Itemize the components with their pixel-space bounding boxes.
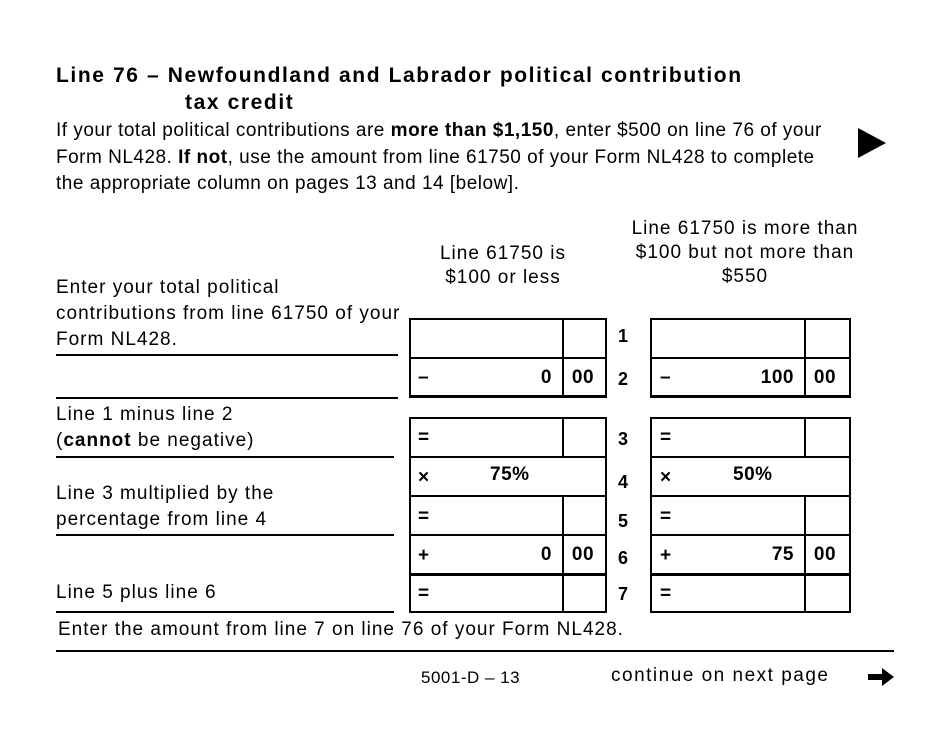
cents-divider [804, 534, 806, 575]
left-line-2-operator: – [418, 367, 430, 388]
left-line-4-operator: × [418, 467, 430, 488]
cents-divider [562, 573, 564, 613]
left-line-5-operator: = [418, 506, 430, 527]
page-number: 5001-D – 13 [421, 668, 521, 687]
right-line-6-operator: + [660, 545, 672, 566]
cents-divider [804, 318, 806, 359]
label-line-3-rest: be negative) [131, 430, 255, 451]
line-number: 3 [617, 429, 628, 449]
intro-bold-1: more than $1,150 [390, 120, 554, 141]
right-line-4-percentage: 50% [733, 464, 773, 485]
cents-divider [562, 318, 564, 359]
intro-bold-2: If not [178, 146, 228, 168]
divider [56, 354, 398, 356]
intro-paragraph [56, 118, 836, 198]
right-line-2-dollars: 100 [760, 367, 794, 388]
next-arrow-icon [858, 128, 886, 158]
right-line-3-operator: = [660, 427, 672, 448]
left-line-3-operator: = [418, 427, 430, 448]
right-line-6-dollars: 75 [771, 544, 794, 565]
divider [56, 534, 394, 536]
intro-text-1: If your total political contributions are [56, 120, 391, 141]
left-line-5-field[interactable] [409, 495, 607, 536]
right-line-4-operator: × [660, 467, 672, 488]
right-line-7-operator: = [660, 583, 672, 604]
left-line-7-operator: = [418, 583, 430, 604]
cents-divider [804, 495, 806, 536]
label-line-3-bold: cannot [63, 430, 132, 451]
left-line-6-dollars: 0 [540, 544, 552, 565]
label-line-3-open: ( [56, 430, 64, 451]
label-line-3-text: Line 1 minus line 2 [56, 404, 234, 425]
line-number: 2 [617, 369, 628, 389]
left-line-6-operator: + [418, 545, 430, 566]
right-line-2-cents: 00 [813, 367, 837, 388]
left-line-3-field[interactable] [409, 417, 607, 458]
label-line-1: Enter your total political contributions from line 61750 of your Form NL428. [56, 277, 401, 350]
final-instruction: Enter the amount from line 7 on line 76 of your Form NL428. [58, 619, 624, 640]
right-line-6-cents: 00 [813, 544, 837, 565]
right-line-1-field[interactable] [650, 318, 851, 359]
left-line-1-field[interactable] [409, 318, 607, 359]
left-line-6-cents: 00 [571, 544, 595, 565]
divider [56, 611, 394, 613]
cents-divider [804, 357, 806, 398]
line-number: 5 [617, 511, 628, 531]
left-line-2-dollars: 0 [540, 367, 552, 388]
cents-divider [562, 417, 564, 458]
label-line-5: Line 3 multiplied by the percentage from line 4 [56, 483, 275, 530]
section-title: Line 76 – Newfoundland and Labrador political contribution [56, 64, 743, 87]
cents-divider [804, 573, 806, 613]
right-line-2-operator: – [660, 367, 672, 388]
divider [56, 456, 394, 458]
label-line-3-note [56, 428, 254, 454]
line-number: 6 [617, 548, 628, 568]
divider [56, 397, 398, 399]
line-number: 7 [617, 584, 628, 604]
line-number: 4 [617, 472, 628, 492]
label-line-7: Line 5 plus line 6 [56, 582, 217, 603]
intro-text-3: , use the amount from line 61750 of your Form NL428 to complete the appropriate column on pages 13 and 14 [below]. [56, 146, 815, 194]
intro-text-2: , enter $500 on line 76 of your Form NL428. [56, 120, 822, 168]
cents-divider [562, 495, 564, 536]
footer-divider [56, 650, 894, 652]
right-line-3-field[interactable] [650, 417, 851, 458]
cents-divider [562, 534, 564, 575]
right-line-7-field[interactable] [650, 573, 851, 613]
right-line-5-field[interactable] [650, 495, 851, 536]
section-title-continued: tax credit [185, 91, 295, 114]
label-line-3 [56, 402, 254, 454]
right-line-5-operator: = [660, 506, 672, 527]
left-column-header: Line 61750 is $100 or less [439, 243, 567, 288]
cents-divider [562, 357, 564, 398]
cents-divider [804, 417, 806, 458]
continue-arrow-icon [866, 665, 896, 689]
continue-text: continue on next page [611, 665, 830, 686]
line-number: 1 [617, 326, 628, 346]
left-line-2-cents: 00 [571, 367, 595, 388]
left-line-4-percentage: 75% [490, 464, 530, 485]
left-line-7-field[interactable] [409, 573, 607, 613]
right-column-header: Line 61750 is more than $100 but not more than $550 [631, 218, 859, 287]
